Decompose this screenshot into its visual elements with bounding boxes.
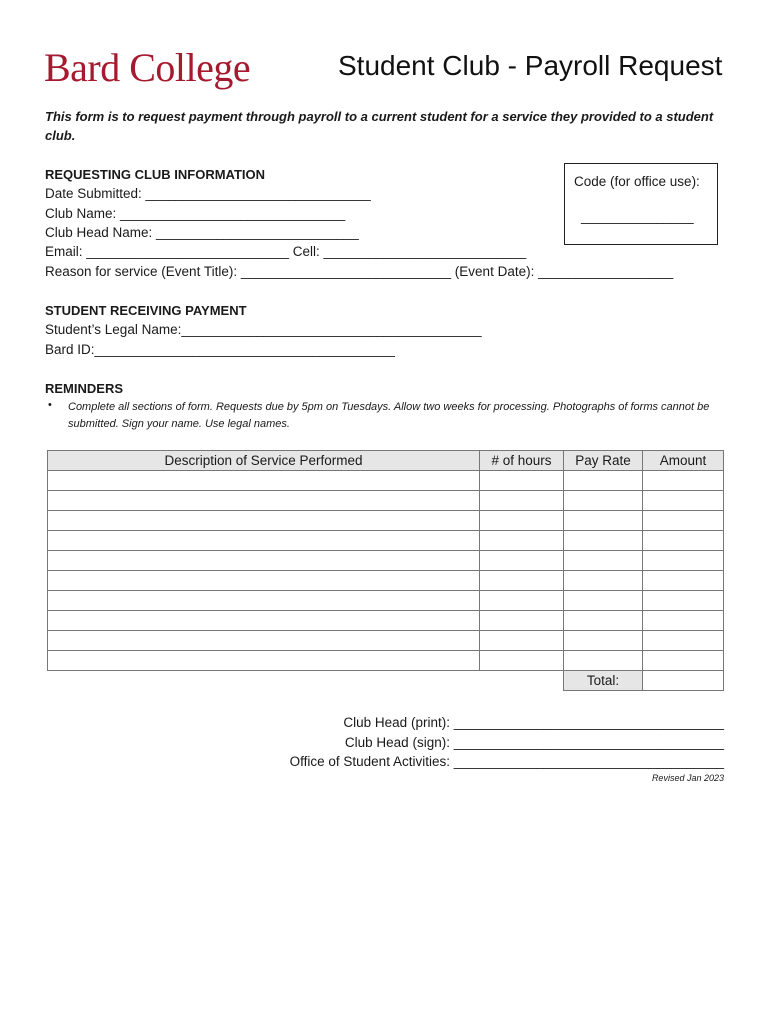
total-amount-cell[interactable] [643, 671, 724, 691]
table-row [48, 551, 724, 571]
amount-cell[interactable] [643, 531, 724, 551]
pay-rate-cell[interactable] [564, 631, 643, 651]
hours-cell[interactable] [480, 631, 564, 651]
description-cell[interactable] [48, 531, 480, 551]
table-row [48, 471, 724, 491]
amount-cell[interactable] [643, 491, 724, 511]
pay-rate-cell[interactable] [564, 571, 643, 591]
amount-cell[interactable] [643, 631, 724, 651]
office-code-label: Code (for office use): [574, 174, 700, 189]
bard-college-logo: Bard College [44, 45, 251, 90]
date-submitted-field[interactable]: Date Submitted: ______________________________ [45, 186, 371, 201]
total-row [48, 671, 724, 691]
club-head-print-field[interactable]: Club Head (print): ____________________________________ [343, 715, 724, 730]
description-cell[interactable] [48, 471, 480, 491]
intro-text: This form is to request payment through payroll to a current student for a service they provided to a student club. [45, 109, 714, 143]
pay-rate-cell[interactable] [564, 511, 643, 531]
pay-rate-cell[interactable] [564, 471, 643, 491]
description-cell[interactable] [48, 631, 480, 651]
column-pay-rate: Pay Rate [564, 451, 643, 471]
table-row [48, 531, 724, 551]
description-cell[interactable] [48, 611, 480, 631]
description-cell[interactable] [48, 491, 480, 511]
reason-event-field[interactable]: Reason for service (Event Title): ____________________________ (Event Date): __________________ [45, 264, 674, 279]
pay-rate-cell[interactable] [564, 531, 643, 551]
amount-cell[interactable] [643, 591, 724, 611]
column-description: Description of Service Performed [48, 451, 480, 471]
description-cell[interactable] [48, 551, 480, 571]
revised-date: Revised Jan 2023 [651, 773, 724, 783]
student-heading: STUDENT RECEIVING PAYMENT [45, 303, 247, 318]
column-hours: # of hours [480, 451, 564, 471]
total-spacer [480, 671, 564, 691]
office-signature-field[interactable]: Office of Student Activities: ____________________________________ [289, 754, 724, 769]
description-cell[interactable] [48, 571, 480, 591]
reminders-heading: REMINDERS [45, 381, 124, 396]
table-row [48, 511, 724, 531]
service-table [47, 450, 724, 691]
table-row [48, 571, 724, 591]
column-amount: Amount [643, 451, 724, 471]
pay-rate-cell[interactable] [564, 651, 643, 671]
table-row [48, 631, 724, 651]
club-head-name-field[interactable]: Club Head Name: ___________________________ [45, 225, 359, 240]
reminder-bullet: • [48, 399, 52, 411]
student-legal-name-field[interactable]: Student’s Legal Name:________________________________________ [45, 322, 482, 337]
description-cell[interactable] [48, 511, 480, 531]
hours-cell[interactable] [480, 511, 564, 531]
hours-cell[interactable] [480, 591, 564, 611]
total-spacer [48, 671, 480, 691]
bard-id-field[interactable]: Bard ID:________________________________________ [45, 342, 395, 357]
table-row [48, 611, 724, 631]
form-title: Student Club - Payroll Request [338, 50, 723, 81]
pay-rate-cell[interactable] [564, 551, 643, 571]
amount-cell[interactable] [643, 471, 724, 491]
table-row [48, 491, 724, 511]
email-cell-field[interactable]: Email: ___________________________ Cell: ___________________________ [45, 244, 527, 259]
description-cell[interactable] [48, 591, 480, 611]
amount-cell[interactable] [643, 611, 724, 631]
hours-cell[interactable] [480, 551, 564, 571]
amount-cell[interactable] [643, 571, 724, 591]
amount-cell[interactable] [643, 551, 724, 571]
reminder-text: Complete all sections of form. Requests due by 5pm on Tuesdays. Allow two weeks for processing. Photographs of forms cannot be submitted. Sign your name. Use legal names. [68, 401, 710, 430]
pay-rate-cell[interactable] [564, 611, 643, 631]
pay-rate-cell[interactable] [564, 491, 643, 511]
club-name-field[interactable]: Club Name: ______________________________ [45, 206, 346, 221]
hours-cell[interactable] [480, 571, 564, 591]
hours-cell[interactable] [480, 471, 564, 491]
hours-cell[interactable] [480, 651, 564, 671]
description-cell[interactable] [48, 651, 480, 671]
club-head-sign-field[interactable]: Club Head (sign): ____________________________________ [344, 735, 724, 750]
total-label: Total: [564, 671, 643, 691]
table-row [48, 591, 724, 611]
office-code-box [564, 163, 718, 245]
table-header-row [48, 451, 724, 471]
pay-rate-cell[interactable] [564, 591, 643, 611]
table-row [48, 651, 724, 671]
hours-cell[interactable] [480, 611, 564, 631]
hours-cell[interactable] [480, 531, 564, 551]
hours-cell[interactable] [480, 491, 564, 511]
amount-cell[interactable] [643, 511, 724, 531]
amount-cell[interactable] [643, 651, 724, 671]
club-info-heading: REQUESTING CLUB INFORMATION [45, 167, 266, 182]
office-code-field[interactable]: _______________ [581, 209, 694, 224]
